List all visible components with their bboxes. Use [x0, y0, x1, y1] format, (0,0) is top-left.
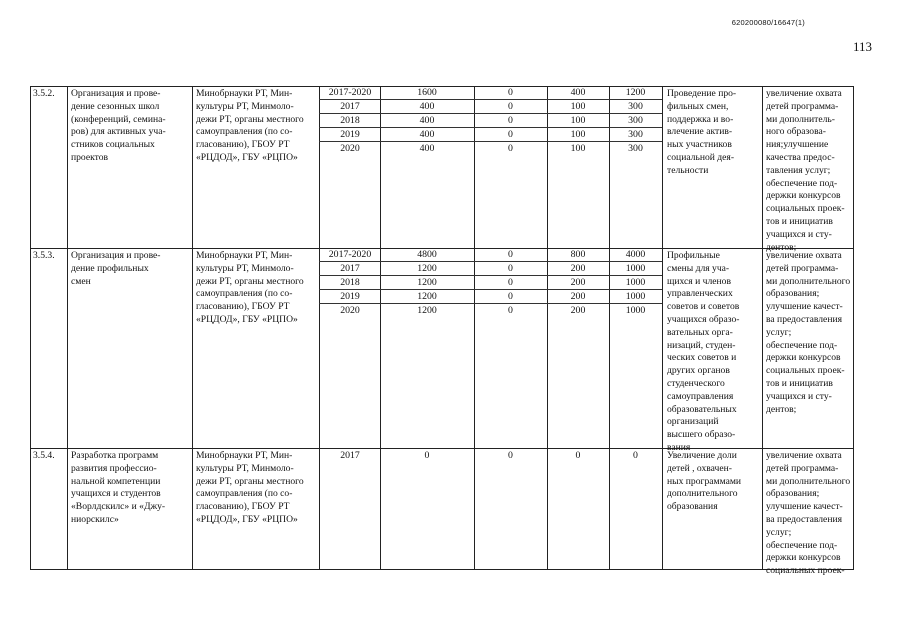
row-code: 3.5.4. [33, 450, 55, 461]
federal-cell: 0 [508, 143, 513, 154]
regional-cell: 400 [570, 87, 586, 98]
row-executors: Минобрнауки РТ, Мин- культуры РТ, Минмоло- дежи РТ, органы местного самоуправления (по со- гласованию), ГБОУ РТ «РЦДОД», ГБУ «РЦПО» [196, 450, 304, 525]
year-separator [319, 303, 662, 304]
page-number: 113 [852, 39, 872, 54]
year-cell: 2019 [340, 129, 360, 140]
total-cell: 400 [419, 101, 435, 112]
federal-cell: 0 [508, 277, 513, 288]
regional-cell: 100 [570, 101, 586, 112]
year-separator [319, 289, 662, 290]
year-separator [319, 261, 662, 262]
year-separator [319, 99, 662, 100]
col-divider [319, 86, 320, 570]
other-cell: 1000 [625, 291, 646, 302]
regional-cell: 200 [570, 277, 586, 288]
other-cell: 300 [628, 115, 643, 126]
row-result: увеличение охвата детей программа- ми дополнительного образования; улучшение качест- ва предоставления услуг; обеспечение под- держки конкурсов социальных проек- [766, 450, 851, 577]
total-cell: 1200 [417, 291, 437, 302]
federal-cell: 0 [508, 450, 513, 461]
row-executors: Минобрнауки РТ, Мин- культуры РТ, Минмоло- дежи РТ, органы местного самоуправления (по со- гласованию), ГБОУ РТ «РЦДОД», ГБУ «РЦПО» [196, 88, 304, 163]
total-cell: 1200 [417, 277, 437, 288]
col-divider [547, 86, 548, 570]
year-cell: 2019 [340, 291, 360, 302]
row-activity: Увеличение доли детей , охвачен- ных программами дополнительного образования [667, 450, 742, 513]
other-cell: 1000 [625, 263, 646, 274]
federal-cell: 0 [508, 101, 513, 112]
row-name: Организация и прове- дение профильных смен [71, 250, 161, 287]
federal-cell: 0 [508, 305, 513, 316]
year-separator [319, 113, 662, 114]
other-cell: 0 [633, 450, 638, 461]
row-result: увеличение охвата детей программа- ми дополнитель- ного образова- ния;улучшение качества предос- тавления услуг; обеспечение под- держки конкурсов социальных проек- тов и инициатив учащихся и сту- дентов; [766, 88, 845, 253]
other-cell: 300 [628, 129, 643, 140]
other-cell: 300 [628, 101, 643, 112]
col-divider [762, 86, 763, 570]
federal-cell: 0 [508, 115, 513, 126]
col-divider [474, 86, 475, 570]
total-cell: 400 [419, 115, 435, 126]
year-cell: 2020 [340, 305, 360, 316]
total-cell: 400 [419, 143, 435, 154]
federal-cell: 0 [508, 129, 513, 140]
row-executors: Минобрнауки РТ, Мин- культуры РТ, Минмоло- дежи РТ, органы местного самоуправления (по со- гласованию), ГБОУ РТ «РЦДОД», ГБУ «РЦПО» [196, 250, 304, 325]
year-cell: 2020 [340, 143, 360, 154]
total-cell: 400 [419, 129, 435, 140]
total-cell: 1600 [417, 87, 437, 98]
year-separator [319, 141, 662, 142]
federal-cell: 0 [508, 291, 513, 302]
total-cell: 1200 [417, 305, 437, 316]
row-name: Разработка программ развития профессио- нальной компетенции учащихся и студентов «Ворлдскилс» и «Джу- ниорскилс» [71, 450, 166, 525]
other-cell: 1000 [625, 305, 646, 316]
row-activity: Профильные смены для уча- щихся и членов управленческих советов и советов учащихся образо- вательных орга- низаций, студен- ческих советов и других органов студенческого самоуправления образовательных организаций высшего образо- вания [667, 250, 740, 453]
regional-cell: 100 [570, 115, 586, 126]
total-cell: 4800 [417, 249, 437, 260]
year-cell: 2017-2020 [328, 87, 372, 98]
program-table [30, 86, 854, 577]
table-border-bottom [30, 569, 854, 570]
year-cell: 2018 [340, 115, 360, 126]
row-name: Организация и прове- дение сезонных школ (конференций, семина- ров) для активных уча- стников социальных проектов [71, 88, 166, 163]
other-cell: 300 [628, 143, 643, 154]
federal-cell: 0 [508, 263, 513, 274]
regional-cell: 100 [570, 129, 586, 140]
other-cell: 1200 [625, 87, 646, 98]
year-cell: 2018 [340, 277, 360, 288]
year-cell: 2017 [340, 101, 360, 112]
row-activity: Проведение про- фильных смен, поддержка и во- влечение актив- ных участников социальной дея- тельности [667, 88, 737, 176]
regional-cell: 200 [570, 305, 586, 316]
regional-cell: 0 [575, 450, 581, 461]
col-divider [192, 86, 193, 570]
other-cell: 4000 [625, 249, 646, 260]
regional-cell: 200 [570, 263, 586, 274]
col-divider [380, 86, 381, 570]
row-result: увеличение охвата детей программа- ми дополнительного образования; улучшение качест- ва предоставления услуг; обеспечение под- держки конкурсов социальных проек- тов и инициатив учащихся и сту- дентов; [766, 250, 851, 415]
federal-cell: 0 [508, 249, 513, 260]
regional-cell: 200 [570, 291, 586, 302]
total-cell: 0 [424, 450, 430, 461]
col-divider [67, 86, 68, 570]
year-cell: 2017 [340, 263, 360, 274]
row-code: 3.5.3. [33, 250, 55, 261]
regional-cell: 800 [570, 249, 586, 260]
other-cell: 1000 [625, 277, 646, 288]
col-divider [609, 86, 610, 570]
year-cell: 2017 [340, 450, 360, 461]
year-separator [319, 127, 662, 128]
table-border-left [30, 86, 31, 570]
regional-cell: 100 [570, 143, 586, 154]
year-cell: 2017-2020 [328, 249, 372, 260]
total-cell: 1200 [417, 263, 437, 274]
doc-id: 620200080/16647(1) [731, 18, 805, 27]
year-separator [319, 275, 662, 276]
row-code: 3.5.2. [33, 88, 55, 99]
col-divider [662, 86, 663, 570]
federal-cell: 0 [508, 87, 513, 98]
